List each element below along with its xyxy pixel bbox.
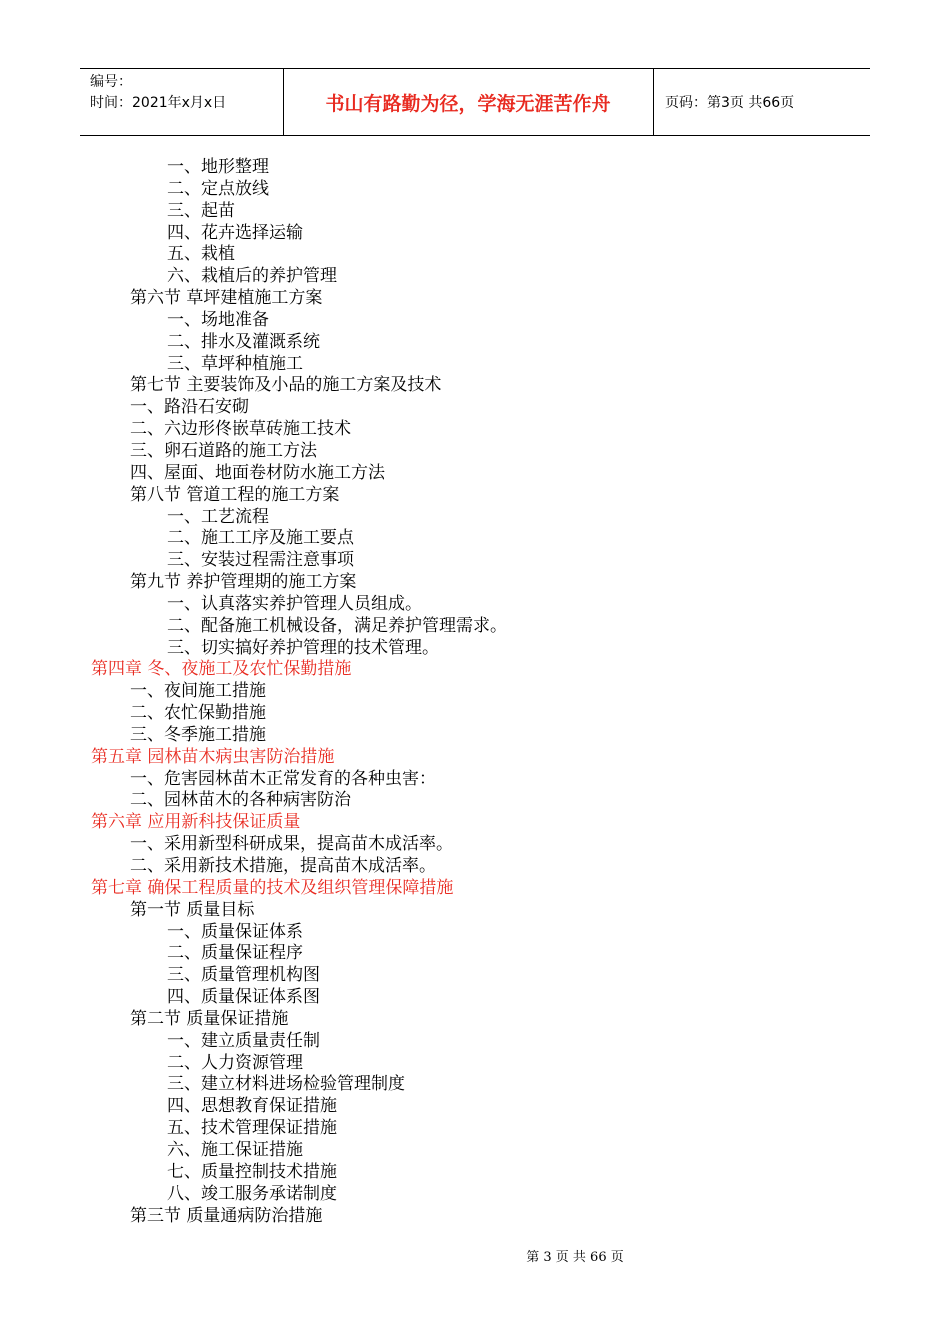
toc-section: 二、农忙保勤措施 — [130, 703, 266, 724]
toc-subsection: 一、建立质量责任制 — [167, 1030, 320, 1051]
header-meta — [90, 72, 226, 114]
toc-subsection: 二、排水及灌溉系统 — [167, 331, 320, 352]
toc-subsection: 二、施工工序及施工要点 — [167, 528, 354, 549]
toc-subsection: 五、技术管理保证措施 — [167, 1118, 337, 1139]
page-header — [80, 68, 870, 136]
page-footer — [0, 1246, 950, 1265]
toc-subsection: 二、质量保证程序 — [167, 943, 303, 964]
toc-section: 一、采用新型科研成果，提高苗木成活率。 — [130, 834, 453, 855]
toc-section: 二、园林苗木的各种病害防治 — [130, 790, 351, 811]
header-number-label: 编号： — [90, 74, 132, 90]
toc-chapter: 第四章 冬、夜施工及农忙保勤措施 — [91, 659, 352, 680]
header-page-info: 页码：第3页 共66页 — [665, 95, 795, 111]
toc-subsection: 六、栽植后的养护管理 — [167, 266, 337, 287]
toc-subsection: 一、地形整理 — [167, 157, 269, 177]
toc-subsection: 六、施工保证措施 — [167, 1139, 303, 1160]
header-divider-right — [653, 68, 654, 136]
toc-section: 三、冬季施工措施 — [130, 724, 266, 745]
toc-section: 三、卵石道路的施工方法 — [130, 440, 317, 461]
toc-section: 一、危害园林苗木正常发育的各种虫害： — [130, 768, 436, 789]
toc-subsection: 三、切实搞好养护管理的技术管理。 — [167, 637, 439, 658]
toc-subsection: 一、工艺流程 — [167, 506, 269, 527]
toc-subsection: 三、安装过程需注意事项 — [167, 550, 354, 571]
toc-section: 一、夜间施工措施 — [130, 681, 266, 702]
toc-subsection: 二、配备施工机械设备，满足养护管理需求。 — [167, 615, 507, 636]
toc-section: 第六节 草坪建植施工方案 — [130, 288, 323, 309]
toc-subsection: 二、定点放线 — [167, 178, 269, 199]
toc-subsection: 三、起苗 — [167, 200, 235, 221]
toc-section: 四、屋面、地面卷材防水施工方法 — [130, 462, 385, 483]
toc-subsection: 一、场地准备 — [167, 309, 269, 330]
header-motto: 书山有路勤为径，学海无涯苦作舟 — [325, 92, 611, 115]
toc-subsection: 二、人力资源管理 — [167, 1052, 303, 1073]
toc-subsection: 五、栽植 — [167, 244, 235, 265]
toc-subsection: 七、质量控制技术措施 — [167, 1161, 337, 1182]
toc-section: 第七节 主要装饰及小品的施工方案及技术 — [130, 375, 442, 396]
header-time-label: 时间：2021年x月x日 — [90, 95, 227, 111]
toc-section: 一、路沿石安砌 — [130, 397, 249, 418]
toc-subsection: 四、质量保证体系图 — [167, 987, 320, 1008]
toc-section: 第二节 质量保证措施 — [130, 1008, 289, 1029]
toc-subsection: 三、建立材料进场检验管理制度 — [167, 1074, 405, 1095]
toc-section: 二、采用新技术措施，提高苗木成活率。 — [130, 856, 436, 876]
toc-subsection: 一、质量保证体系 — [167, 921, 303, 942]
toc-subsection: 四、花卉选择运输 — [167, 222, 303, 243]
toc-subsection: 一、认真落实养护管理人员组成。 — [167, 593, 422, 614]
table-of-contents — [0, 157, 950, 1227]
footer-page-number: 第 3 页 共 66 页 — [526, 1250, 624, 1265]
toc-section: 第三节 质量通病防治措施 — [130, 1205, 323, 1226]
toc-section: 二、六边形佟嵌草砖施工技术 — [130, 419, 351, 440]
toc-subsection: 三、草坪种植施工 — [167, 353, 303, 374]
toc-chapter: 第六章 应用新科技保证质量 — [91, 812, 301, 833]
toc-chapter: 第七章 确保工程质量的技术及组织管理保障措施 — [91, 877, 454, 898]
toc-subsection: 八、竣工服务承诺制度 — [167, 1183, 337, 1204]
toc-section: 第一节 质量目标 — [130, 899, 255, 920]
toc-subsection: 四、思想教育保证措施 — [167, 1096, 337, 1117]
toc-section: 第九节 养护管理期的施工方案 — [130, 572, 357, 593]
toc-subsection: 三、质量管理机构图 — [167, 965, 320, 986]
toc-chapter: 第五章 园林苗木病虫害防治措施 — [91, 746, 335, 767]
toc-section: 第八节 管道工程的施工方案 — [130, 484, 340, 505]
